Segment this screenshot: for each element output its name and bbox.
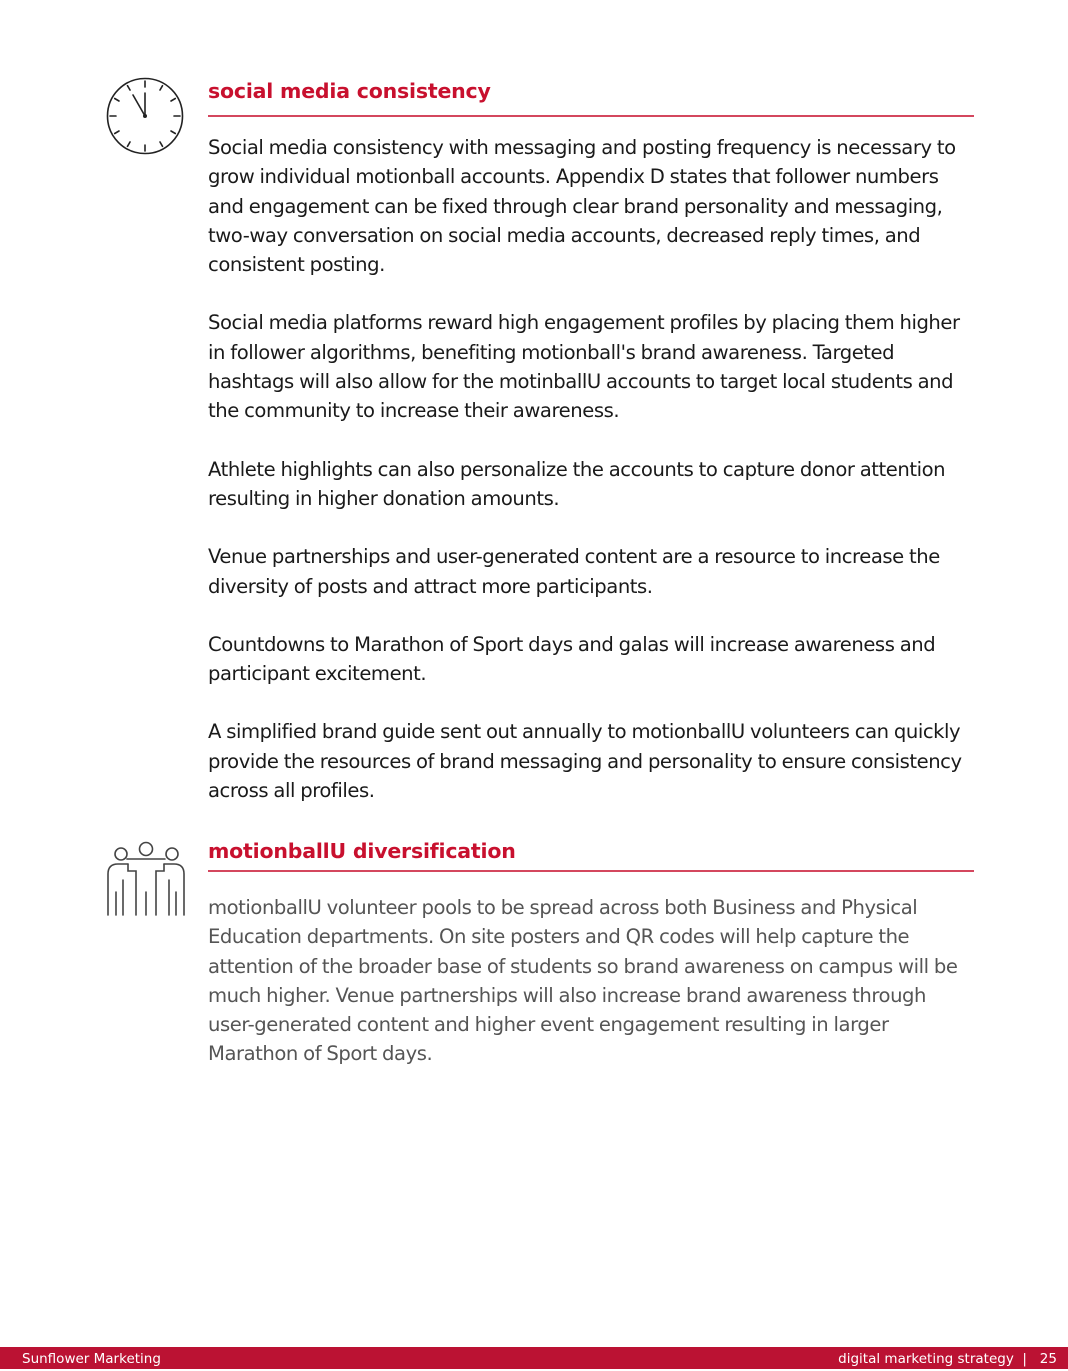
footer-doc-title-page-number: digital marketing strategy | 25 xyxy=(838,1351,1057,1367)
paragraph: Social media consistency with messaging and posting frequency is necessary to grow individual motionball accounts. Appendix D states that follower numbers and engagement can be fixed through clear brand personality and messaging, two-way conversation on social media accounts, decreased reply times, and consistent posting. xyxy=(208,136,956,277)
page-footer xyxy=(0,1347,1068,1369)
paragraph: Athlete highlights can also personalize the accounts to capture donor attention resulting in higher donation amounts. xyxy=(208,457,946,510)
heading-divider xyxy=(208,870,974,872)
clock-icon xyxy=(106,77,184,157)
paragraph: Countdowns to Marathon of Sport days and galas will increase awareness and participant excitement. xyxy=(208,632,936,686)
section-heading: social media consistency xyxy=(208,79,491,103)
section-motionballu-diversification xyxy=(208,838,974,1069)
paragraph: A simplified brand guide sent out annually to motionballU volunteers can quickly provide the resources of brand messaging and personality to ensure consistency across all profiles. xyxy=(208,720,962,803)
paragraph: Venue partnerships and user-generated content are a resource to increase the diversity of posts and attract more participants. xyxy=(208,545,940,598)
section-social-media-consistency xyxy=(208,78,974,805)
heading-divider xyxy=(208,115,974,117)
footer-company-name: Sunflower Marketing xyxy=(22,1351,161,1367)
section-heading: motionballU diversification xyxy=(208,839,516,863)
people-group-icon xyxy=(106,840,186,918)
paragraph: motionballU volunteer pools to be spread across both Business and Physical Education departments. On site posters and QR codes will help capture the attention of the broader base of students so brand awareness on campus will be much higher. Venue partnerships will also increase brand awareness through user-generated content and higher event engagement resulting in larger Marathon of Sport days. xyxy=(208,896,958,1066)
paragraph: Social media platforms reward high engagement profiles by placing them higher in follower algorithms, benefiting motionball's brand awareness. Targeted hashtags will also allow for the motinballU accounts to target local students and the community to increase their awareness. xyxy=(208,311,960,423)
